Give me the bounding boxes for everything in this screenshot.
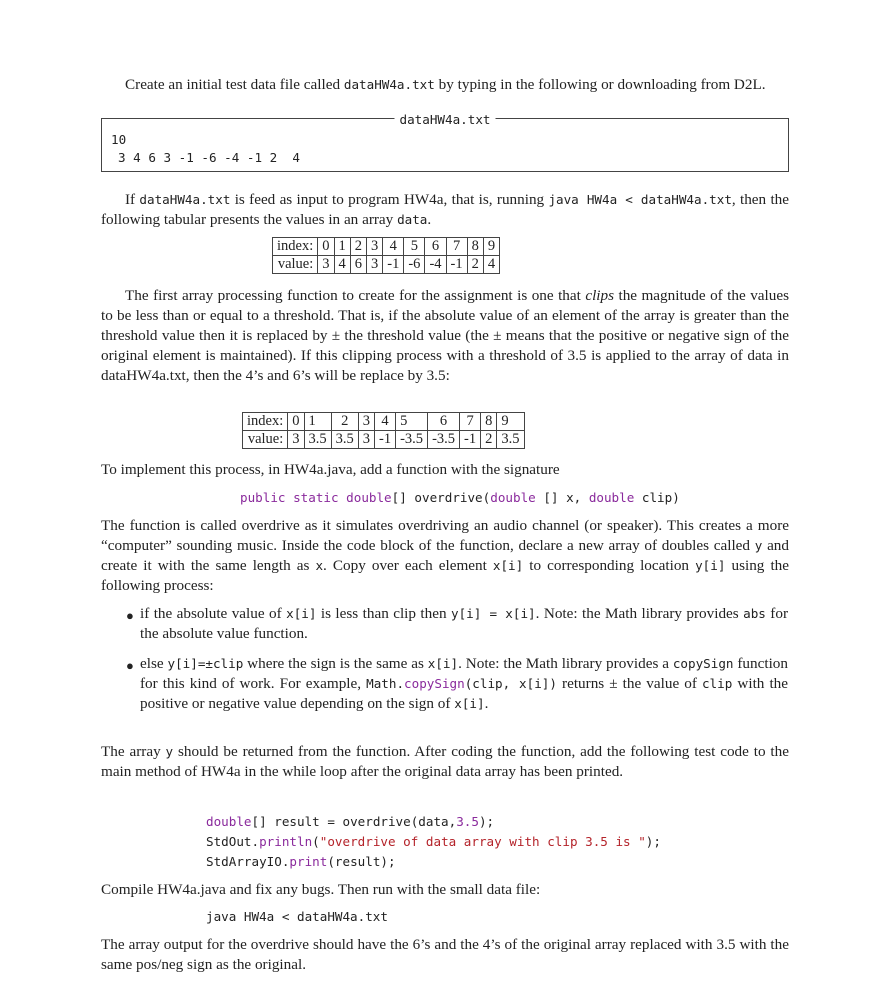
table-row: index: 0 1 2 3 4 5 6 7 8 9 [273, 238, 500, 256]
paragraph-implement: To implement this process, in HW4a.java, add a function with the signature [101, 461, 560, 478]
paragraph-expected-output: The array output for the overdrive should have the 6’s and the 4’s of the original array replaced with 3.5 with the same pos/neg sign as the original. [101, 936, 789, 973]
bullet-icon: ● [126, 658, 134, 673]
table-row: value: 3 3.5 3.5 3 -1 -3.5 -3.5 -1 2 3.5 [243, 431, 525, 449]
bullet-item-else: else y[i]=±clip where the sign is the same as x[i]. Note: the Math library provides a copySign function for this kind of work. For example, Math.copySign(clip, x[i]) returns ± the value of clip with the positive or negative value depending on the sign of x[i]. [140, 655, 788, 712]
function-signature: public static double[] overdrive(double [] x, double clip) [240, 490, 680, 505]
paragraph-clipping: The first array processing function to create for the assignment is one that clips the magnitude of the values to be less than or equal to a threshold. That is, if the absolute value of an element of the array is greater than the threshold value then it is replaced by ± the threshold value (the ± means that the positive or negative sign of the original element is maintained). If this clipping process with a threshold of 3.5 is applied to the array of data in dataHW4a.txt, then the 4’s and 6’s will be replace by 3.5: [101, 287, 789, 384]
table-row: index: 0 1 2 3 4 5 6 7 8 9 [243, 413, 525, 431]
clipped-array-table [242, 412, 525, 449]
bullet-icon: ● [126, 608, 134, 623]
bullet-item-if: if the absolute value of x[i] is less than clip then y[i] = x[i]. Note: the Math library provides abs for the absolute value function. [140, 605, 789, 642]
paragraph-return: The array y should be returned from the function. After coding the function, add the following test code to the main method of HW4a in the while loop after the original data array has been printed. [101, 743, 789, 780]
code-line: StdArrayIO.print(result); [206, 854, 396, 869]
table-row: value: 3 4 6 3 -1 -6 -4 -1 2 4 [273, 256, 500, 274]
intro-paragraph: Create an initial test data file called dataHW4a.txt by typing in the following or downloading from D2L. [125, 76, 766, 93]
paragraph-compile: Compile HW4a.java and fix any bugs. Then run with the small data file: [101, 881, 541, 898]
file-line-count: 10 [111, 132, 127, 147]
run-command: java HW4a < dataHW4a.txt [206, 909, 388, 924]
file-line-values: 3 4 6 3 -1 -6 -4 -1 2 4 [118, 150, 300, 165]
code-line: StdOut.println("overdrive of data array with clip 3.5 is "); [206, 834, 661, 849]
code-line: double[] result = overdrive(data,3.5); [206, 814, 495, 829]
filename-inline: dataHW4a.txt [343, 77, 435, 92]
paragraph-input-description: If dataHW4a.txt is feed as input to program HW4a, that is, running java HW4a < dataHW4a.txt, then the following tabular presents the values in an array data. [101, 191, 789, 228]
paragraph-overdrive-description: The function is called overdrive as it simulates overdriving an audio channel (or speaker). This creates a more “computer” sounding music. Inside the code block of the function, declare a new array of doubles called y and create it with the same length as x. Copy over each element x[i] to corresponding location y[i] using the following process: [101, 517, 789, 594]
test-code-block [206, 812, 661, 872]
file-listing-label: dataHW4a.txt [395, 110, 496, 130]
file-listing-box [101, 112, 789, 172]
original-array-table [272, 237, 500, 274]
